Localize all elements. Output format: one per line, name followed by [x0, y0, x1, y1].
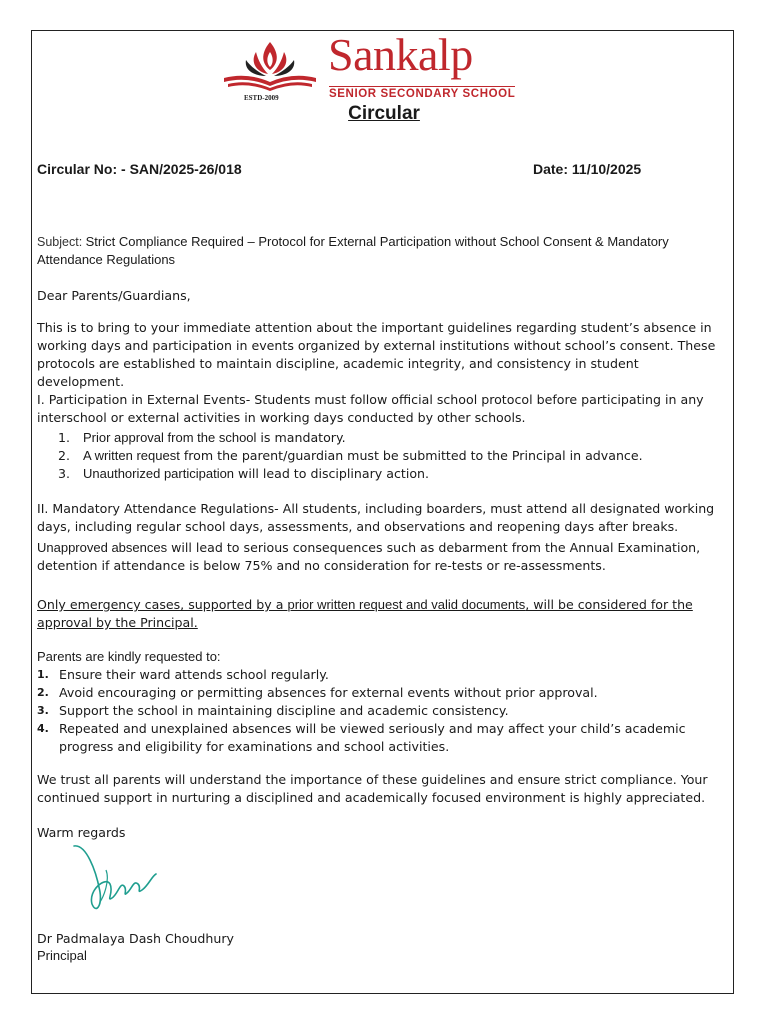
lotus-book-emblem-icon [220, 38, 320, 100]
list-item: 1. Prior approval from the school is mandatory. [58, 430, 346, 445]
list-item: 3. Support the school in maintaining discipline and academic consistency. [37, 703, 509, 718]
signatory-name: Dr Padmalaya Dash Choudhury [37, 931, 235, 946]
parents-list [37, 666, 727, 756]
school-name: Sankalp [328, 29, 473, 80]
subject-label: Subject: [37, 235, 86, 249]
list-item: 3. Unauthorized participation will lead to disciplinary action. [58, 466, 430, 481]
subject-line [37, 233, 727, 269]
page-title: Circular [348, 103, 420, 124]
closing-paragraph: We trust all parents will understand the importance of these guidelines and ensure strict compliance. Your continued support in nurturing a disciplined and academically focused environment is highly appreciated. [37, 772, 708, 805]
circular-number: Circular No: - SAN/2025-26/018 [37, 161, 242, 177]
emergency-note: Only emergency cases, supported by a prior written request and valid documents, will be considered for the approval by the Principal. [37, 597, 693, 630]
salutation: Dear Parents/Guardians, [37, 288, 191, 303]
list-item: 1. Ensure their ward attends school regularly. [37, 667, 329, 682]
list-item: 2. Avoid encouraging or permitting absences for external events without prior approval. [37, 685, 598, 700]
estd-label: ESTD-2009 [244, 94, 279, 102]
signatory-designation: Principal [37, 948, 87, 963]
regards: Warm regards [37, 825, 126, 840]
list-item: 2. A written request from the parent/guardian must be submitted to the Principal in advance. [58, 448, 643, 463]
school-logo [220, 29, 520, 108]
section2-paragraph: II. Mandatory Attendance Regulations- All students, including boarders, must attend all designated working days, including regular school days, assessments, and observations and reopening days after breaks. [37, 501, 715, 534]
section1-paragraph: I. Participation in External Events- Students must follow official school protocol before participating in any interschool or external activities in working days conducted by other schools. [37, 392, 704, 425]
signature-icon [66, 840, 166, 920]
section1-list [58, 429, 728, 483]
intro-paragraph: This is to bring to your immediate attention about the important guidelines regarding student’s absence in working days and participation in events organized by external institutions without school’s consent. These protocols are established to maintain discipline, academic integrity, and consistency in student development. [37, 320, 716, 389]
school-subtitle: SENIOR SECONDARY SCHOOL [329, 88, 516, 100]
subject-text: Strict Compliance Required – Protocol for External Participation without School Consent & Mandatory Attendance Regulations [37, 234, 669, 267]
list-item: 4. Repeated and unexplained absences will be viewed seriously and may affect your child’s academic progress and eligibility for examinations and school activities. [37, 721, 686, 754]
circular-date: Date: 11/10/2025 [533, 161, 642, 177]
parents-heading: Parents are kindly requested to: [37, 649, 221, 664]
section2-consequence: Unapproved absences will lead to serious consequences such as debarment from the Annual Examination, detention if attendance is below 75% and no consideration for re-tests or re-assessments. [37, 540, 701, 573]
